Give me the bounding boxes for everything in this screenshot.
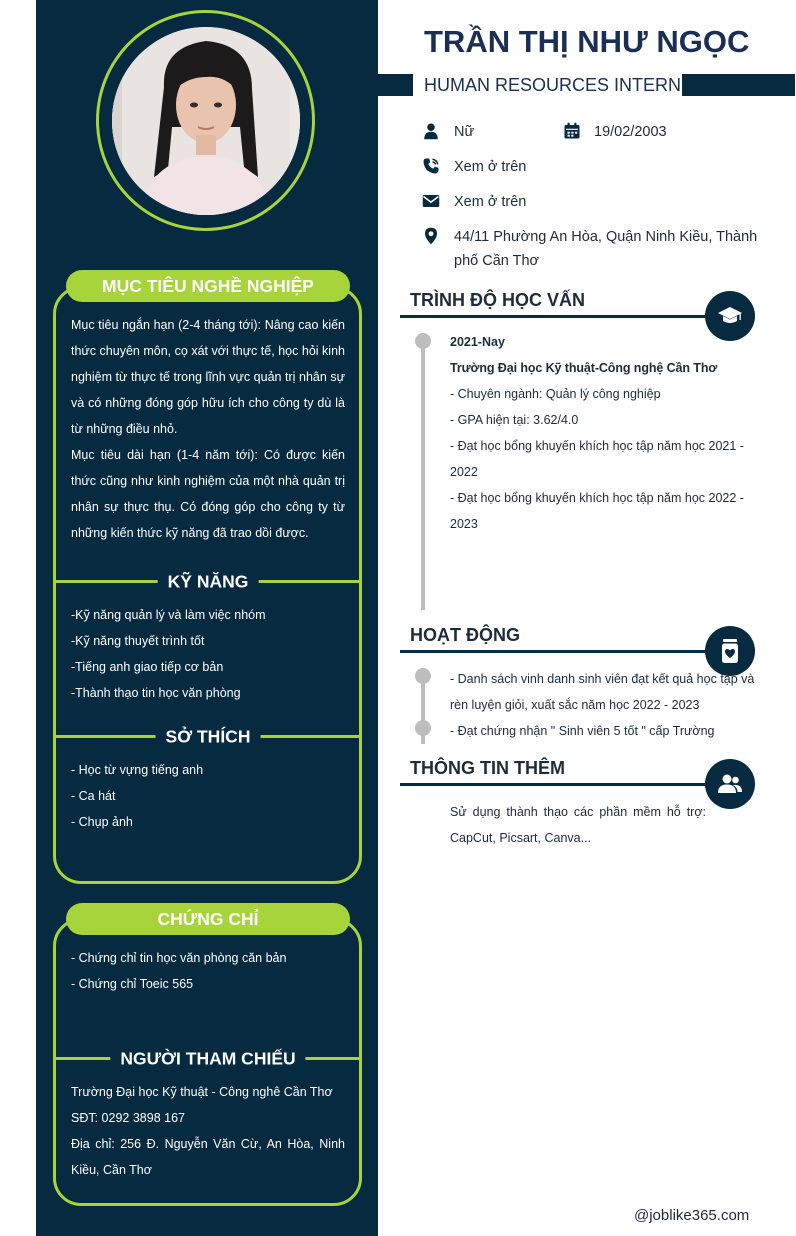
- education-detail: - Đạt học bổng khuyến khích học tập năm học 2022 - 2023: [450, 491, 744, 531]
- profile-photo-image: [112, 27, 300, 215]
- candidate-name: TRẦN THỊ NHƯ NGỌC: [424, 24, 750, 59]
- skill-item: -Kỹ năng thuyết trình tốt: [71, 634, 205, 648]
- location-pin-icon: [422, 227, 440, 245]
- reference-line: Trường Đại học Kỹ thuật - Công nghê Cần Thơ: [71, 1085, 333, 1099]
- activities-timeline-dot: [415, 668, 431, 684]
- objective-heading: MỤC TIÊU NGHỀ NGHIỆP: [66, 270, 350, 302]
- hobbies-list: [71, 757, 345, 835]
- graduation-cap-icon: [718, 304, 742, 328]
- reference-line: Địa chỉ: 256 Đ. Nguyễn Văn Cừ, An Hòa, Ninh Kiều, Cần Thơ: [71, 1137, 345, 1177]
- users-icon: [718, 772, 742, 796]
- watermark: @joblike365.com: [634, 1207, 750, 1224]
- user-icon: [422, 122, 440, 140]
- education-timeline: [421, 340, 425, 610]
- skills-divider: [56, 571, 360, 591]
- certificate-item: - Chứng chỉ Toeic 565: [71, 977, 194, 991]
- education-detail: - Đạt học bổng khuyến khích học tập năm học 2021 - 2022: [450, 439, 744, 479]
- address-value: 44/11 Phường An Hòa, Quận Ninh Kiều, Thành phố Cần Thơ: [454, 229, 758, 269]
- education-detail: - GPA hiện tại: 3.62/4.0: [450, 413, 579, 427]
- job-title: HUMAN RESOURCES INTERN: [424, 75, 682, 95]
- activity-item: - Danh sách vinh danh sinh viên đạt kết quả học tập và rèn luyện giỏi, xuất sắc năm học 2022 - 2023: [450, 672, 755, 712]
- hobby-item: - Ca hát: [71, 789, 116, 803]
- hobbies-divider: [56, 726, 360, 746]
- education-timeline-dot: [415, 333, 431, 349]
- calendar-icon: [563, 122, 581, 140]
- skill-item: -Kỹ năng quản lý và làm việc nhóm: [71, 608, 266, 622]
- gender-value: Nữ: [454, 124, 475, 140]
- education-period: 2021-Nay: [450, 335, 505, 349]
- education-underline: [400, 315, 730, 318]
- reference-line: SĐT: 0292 3898 167: [71, 1111, 185, 1125]
- skill-item: -Tiếng anh giao tiếp cơ bản: [71, 660, 224, 674]
- certificates-list: [71, 945, 345, 997]
- badge-heart-icon: [718, 639, 742, 663]
- birthday-value: 19/02/2003: [594, 124, 667, 140]
- title-bar-left: [378, 74, 413, 96]
- education-detail: - Chuyên ngành: Quản lý công nghiệp: [450, 387, 661, 401]
- objective-short-term: Mục tiêu ngắn hạn (2-4 tháng tới): Nâng cao kiến thức chuyên môn, cọ xát với thực tế, học hỏi kinh nghiệm từ thực tế trong lĩnh vực quản trị nhân sự và có những đóng góp hữu ích cho công ty dù là từ những điều nhỏ.: [71, 318, 345, 436]
- references-heading: NGƯỜI THAM CHIẾU: [110, 1048, 305, 1069]
- phone-icon: [422, 157, 440, 175]
- certificates-heading: CHỨNG CHỈ: [66, 903, 350, 935]
- skills-list: [71, 602, 345, 706]
- certificate-item: - Chứng chỉ tin học văn phòng căn bản: [71, 951, 287, 965]
- hobby-item: - Chụp ảnh: [71, 815, 133, 829]
- additional-underline: [400, 783, 730, 786]
- education-school: Trường Đại học Kỹ thuật-Công nghệ Cần Thơ: [450, 361, 718, 375]
- phone-value: Xem ở trên: [454, 159, 527, 175]
- objective-long-term: Mục tiêu dài hạn (1-4 năm tới): Có được kiến thức cũng như kinh nghiệm của một nhà quản trị nhân sự thực thụ. Có đóng góp cho công ty từ những kiến thức kỹ năng đã trao dồi được.: [71, 448, 345, 540]
- activities-underline: [400, 650, 730, 653]
- objective-text: [71, 312, 345, 546]
- activity-item: - Đạt chứng nhận " Sinh viên 5 tốt " cấp Trường: [450, 724, 715, 738]
- hobby-item: - Học từ vựng tiếng anh: [71, 763, 204, 777]
- activities-heading: HOẠT ĐỘNG: [410, 625, 520, 645]
- email-value: Xem ở trên: [454, 194, 527, 210]
- additional-icon-circle: [705, 759, 755, 809]
- skill-item: -Thành thạo tin học văn phòng: [71, 686, 241, 700]
- hobbies-heading: SỞ THÍCH: [156, 726, 261, 747]
- activities-list: [450, 666, 756, 744]
- additional-heading: THÔNG TIN THÊM: [410, 758, 565, 778]
- envelope-icon: [422, 192, 440, 210]
- activities-timeline-dot: [415, 720, 431, 736]
- education-heading: TRÌNH ĐỘ HỌC VẤN: [410, 290, 585, 310]
- skills-heading: KỸ NĂNG: [158, 571, 259, 592]
- profile-photo: [112, 27, 300, 215]
- education-entry: [450, 329, 756, 537]
- references-list: [71, 1079, 345, 1183]
- references-divider: [56, 1048, 360, 1068]
- additional-text: Sử dụng thành thạo các phần mềm hỗ trợ: CapCut, Picsart, Canva...: [450, 805, 706, 845]
- title-bar-right: [682, 74, 795, 96]
